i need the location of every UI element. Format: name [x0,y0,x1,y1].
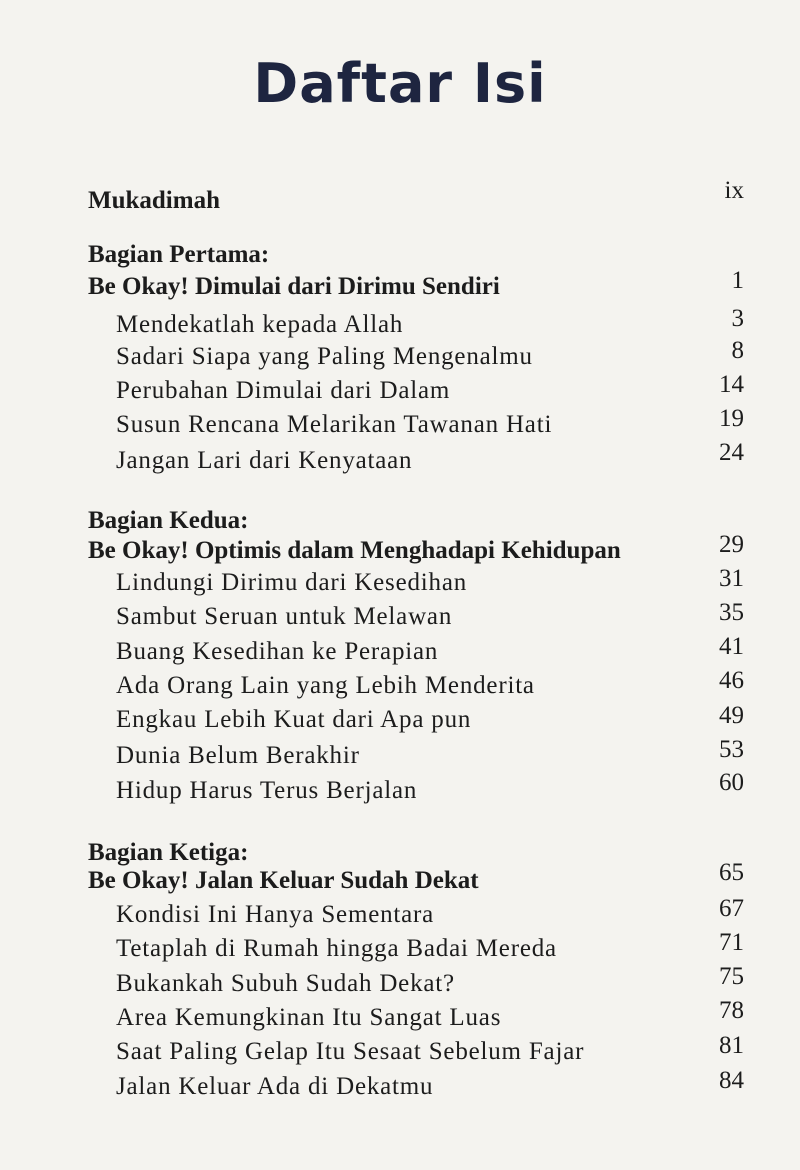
toc-item-label: Perubahan Dimulai dari Dalam [116,377,451,404]
part-label: Bagian Pertama: [88,241,270,268]
toc-item-label: Hidup Harus Terus Berjalan [116,777,418,804]
toc-intro-page: ix [724,177,744,204]
toc-item-label: Sambut Seruan untuk Melawan [116,603,453,630]
page-number: 14 [719,371,744,398]
toc-intro-label: Mukadimah [88,187,220,214]
page-number: 24 [719,439,744,466]
page-number: 81 [719,1032,744,1059]
toc-item-label: Ada Orang Lain yang Lebih Menderita [116,672,535,699]
page-number: 60 [719,769,744,796]
part-label: Bagian Ketiga: [88,839,249,866]
toc-item-label: Mendekatlah kepada Allah [116,311,404,338]
page-number: 67 [719,895,744,922]
page-number: 78 [719,997,744,1024]
part-heading: Be Okay! Optimis dalam Menghadapi Kehidupan [88,537,621,564]
toc-item-label: Area Kemungkinan Itu Sangat Luas [116,1004,502,1031]
toc-item-label: Saat Paling Gelap Itu Sesaat Sebelum Fajar [116,1038,585,1065]
page-number: 41 [719,633,744,660]
page-number: 8 [731,337,744,364]
page-number: 84 [719,1067,744,1094]
part-label: Bagian Kedua: [88,507,249,534]
toc-item-label: Jalan Keluar Ada di Dekatmu [116,1073,434,1100]
toc-item-label: Sadari Siapa yang Paling Mengenalmu [116,343,533,370]
page-number: 71 [719,929,744,956]
toc-item-label: Jangan Lari dari Kenyataan [116,447,413,474]
toc-item-label: Dunia Belum Berakhir [116,742,360,769]
page-number: 53 [719,736,744,763]
page-number: 1 [731,267,744,294]
page-number: 75 [719,963,744,990]
toc-item-label: Tetaplah di Rumah hingga Badai Mereda [116,935,557,962]
toc-item-label: Engkau Lebih Kuat dari Apa pun [116,706,472,733]
toc-item-label: Kondisi Ini Hanya Sementara [116,901,435,928]
page-number: 35 [719,599,744,626]
part-heading: Be Okay! Dimulai dari Dirimu Sendiri [88,273,500,300]
page-number: 65 [719,859,744,886]
page-number: 49 [719,702,744,729]
toc-item-label: Buang Kesedihan ke Perapian [116,638,439,665]
page-title: Daftar Isi [253,52,547,115]
page-number: 19 [719,405,744,432]
page-number: 31 [719,565,744,592]
page-number: 3 [731,305,744,332]
toc-item-label: Susun Rencana Melarikan Tawanan Hati [116,411,553,438]
part-heading: Be Okay! Jalan Keluar Sudah Dekat [88,867,479,894]
toc-item-label: Bukankah Subuh Sudah Dekat? [116,970,455,997]
page-number: 46 [719,667,744,694]
page-number: 29 [719,531,744,558]
toc-item-label: Lindungi Dirimu dari Kesedihan [116,569,468,596]
